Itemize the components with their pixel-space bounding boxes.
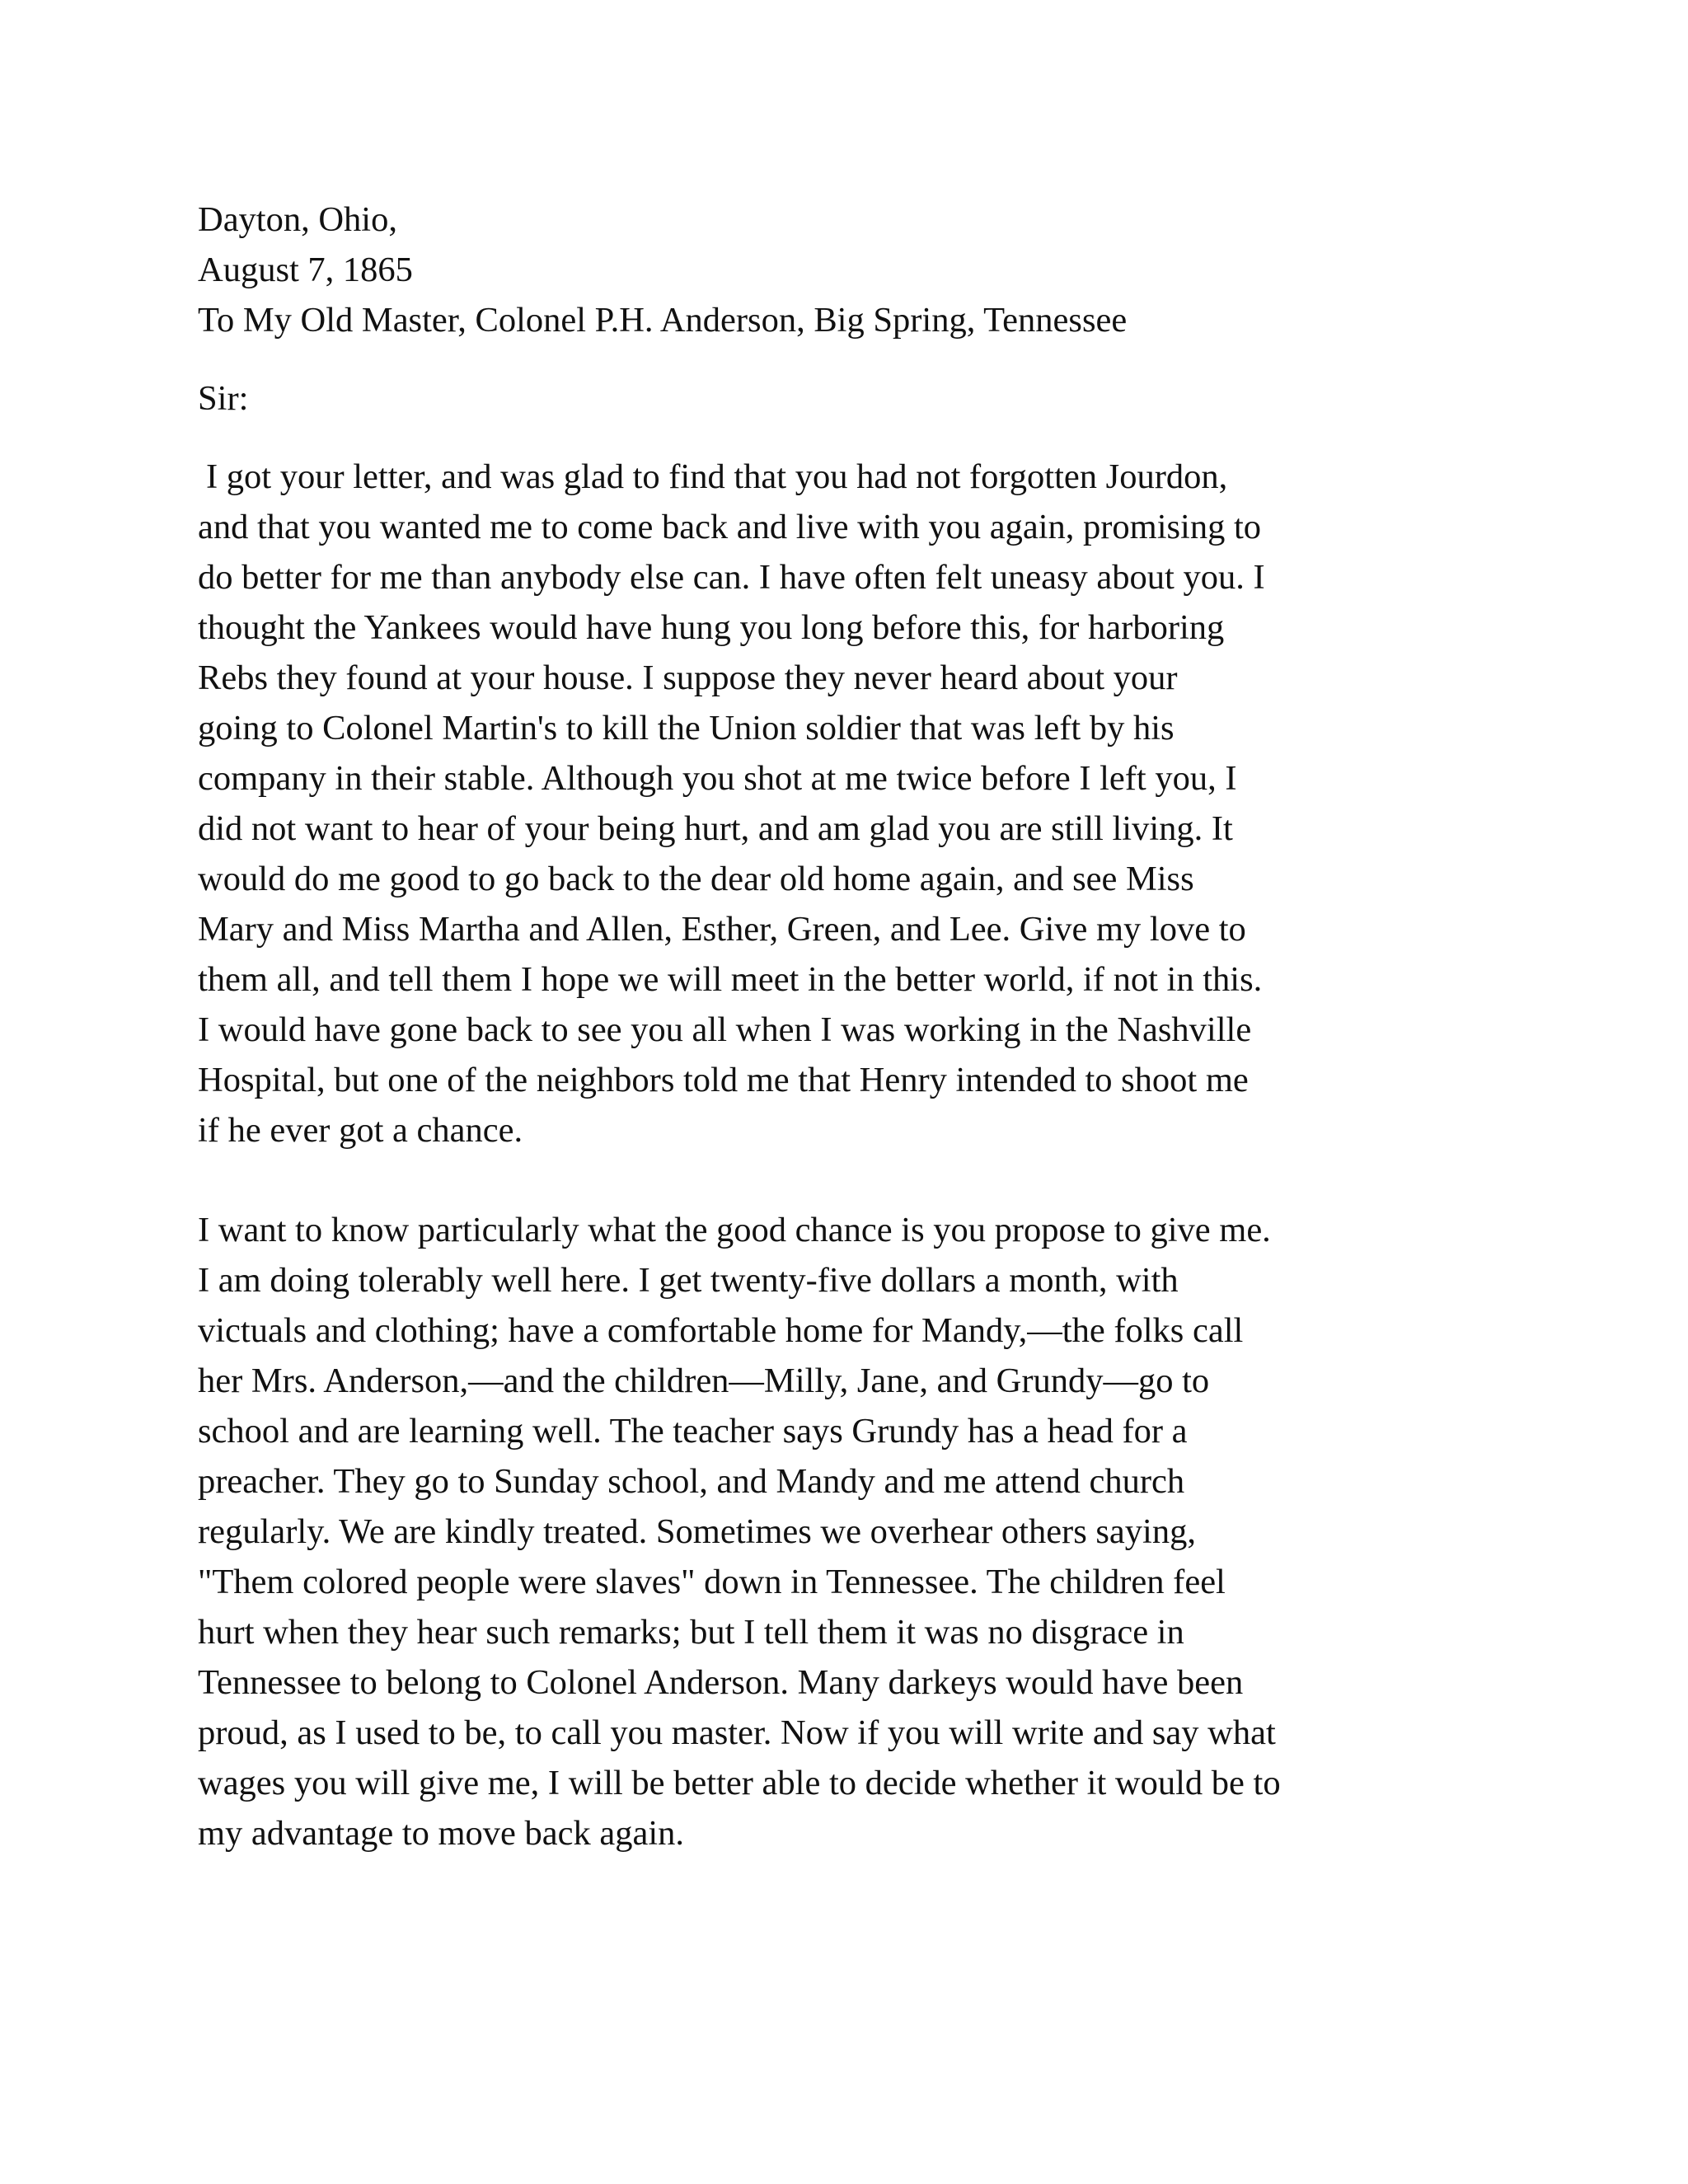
- text-line: did not want to hear of your being hurt, and am glad you are still living. It: [198, 809, 1233, 848]
- text-line: wages you will give me, I will be better able to decide whether it would be to: [198, 1764, 1281, 1802]
- text-line: would do me good to go back to the dear old home again, and see Miss: [198, 860, 1194, 898]
- text-line: thought the Yankees would have hung you long before this, for harboring: [198, 608, 1225, 647]
- text-line: I am doing tolerably well here. I get twenty-five dollars a month, with: [198, 1261, 1179, 1300]
- text-line: school and are learning well. The teacher says Grundy has a head for a: [198, 1412, 1188, 1451]
- text-line: I would have gone back to see you all when I was working in the Nashville: [198, 1010, 1252, 1049]
- text-line: going to Colonel Martin's to kill the Union soldier that was left by his: [198, 709, 1175, 748]
- text-line: if he ever got a chance.: [198, 1111, 523, 1150]
- letter-salutation: Sir:: [198, 379, 249, 418]
- text-line: Mary and Miss Martha and Allen, Esther, Green, and Lee. Give my love to: [198, 910, 1246, 949]
- text-line: "Them colored people were slaves" down in Tennessee. The children feel: [198, 1563, 1226, 1601]
- text-line: victuals and clothing; have a comfortable home for Mandy,—the folks call: [198, 1311, 1244, 1350]
- text-line: them all, and tell them I hope we will meet in the better world, if not in this.: [198, 960, 1263, 999]
- letter-date: August 7, 1865: [198, 251, 413, 289]
- paragraph-2: [198, 1205, 1493, 1858]
- text-line: Tennessee to belong to Colonel Anderson. Many darkeys would have been: [198, 1663, 1244, 1702]
- text-line: I got your letter, and was glad to find that you had not forgotten Jourdon,: [206, 457, 1228, 496]
- letter-place: Dayton, Ohio,: [198, 200, 397, 239]
- text-line: proud, as I used to be, to call you master. Now if you will write and say what: [198, 1713, 1276, 1752]
- text-line: Hospital, but one of the neighbors told me that Henry intended to shoot me: [198, 1061, 1249, 1099]
- text-line: my advantage to move back again.: [198, 1814, 685, 1853]
- letter-heading: [198, 194, 1493, 345]
- text-line: regularly. We are kindly treated. Sometimes we overhear others saying,: [198, 1512, 1196, 1551]
- letter-addressee: To My Old Master, Colonel P.H. Anderson, Big Spring, Tennessee: [198, 301, 1128, 340]
- text-line: her Mrs. Anderson,—and the children—Milly, Jane, and Grundy—go to: [198, 1361, 1210, 1400]
- text-line: I want to know particularly what the good chance is you propose to give me.: [198, 1211, 1271, 1249]
- text-line: do better for me than anybody else can. I have often felt uneasy about you. I: [198, 558, 1265, 597]
- letter-body: [198, 194, 1493, 1858]
- text-line: and that you wanted me to come back and live with you again, promising to: [198, 508, 1262, 546]
- text-line: hurt when they hear such remarks; but I tell them it was no disgrace in: [198, 1613, 1184, 1652]
- text-line: Rebs they found at your house. I suppose they never heard about your: [198, 658, 1178, 697]
- text-line: company in their stable. Although you shot at me twice before I left you, I: [198, 759, 1237, 798]
- paragraph-1: [198, 452, 1493, 1155]
- text-line: preacher. They go to Sunday school, and Mandy and me attend church: [198, 1462, 1185, 1501]
